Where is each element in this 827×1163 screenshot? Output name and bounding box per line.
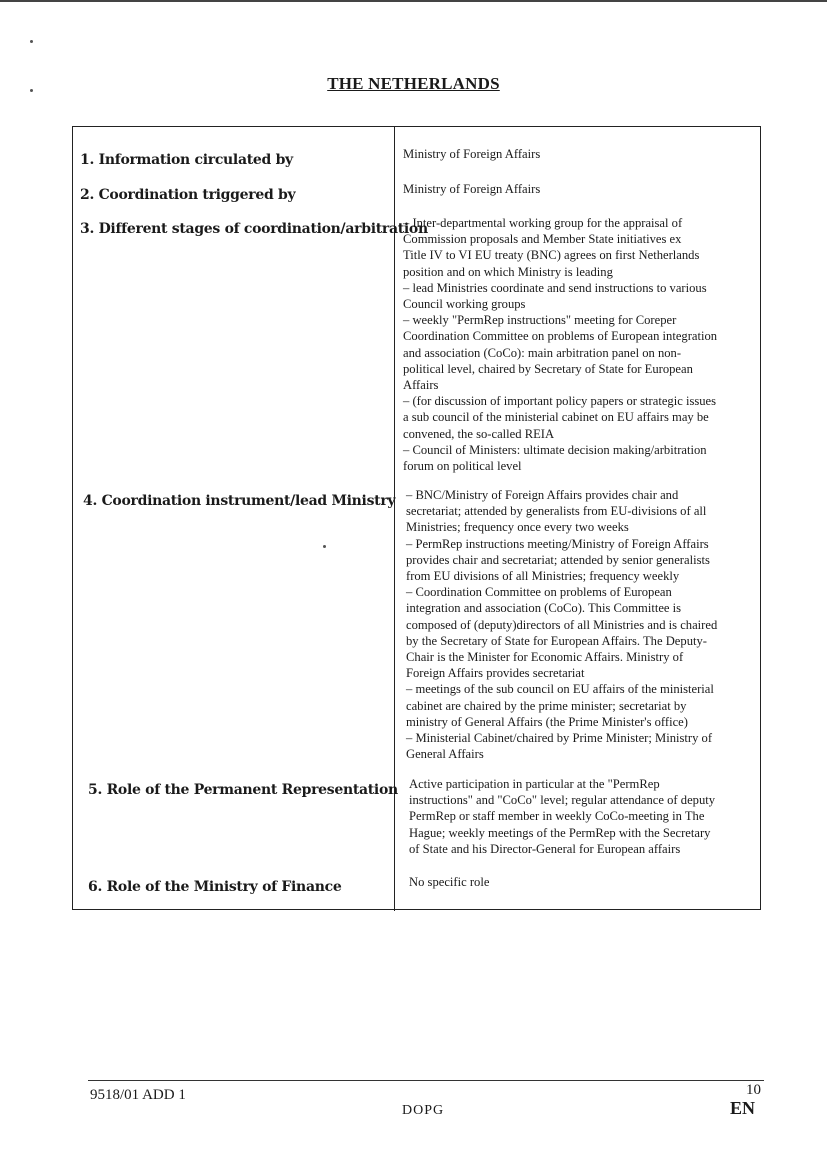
answer-line: and association (CoCo): main arbitration panel on non- xyxy=(403,345,682,360)
answer-permanent-representation xyxy=(409,776,759,857)
answer-line: political level, chaired by Secretary of State for European xyxy=(403,361,693,376)
answer-line: – Inter-departmental working group for the appraisal of xyxy=(403,216,683,230)
answer-line: provides chair and secretariat; attended by senior generalists xyxy=(406,552,710,567)
answer-line: – lead Ministries coordinate and send instructions to various xyxy=(403,280,707,295)
answer-line: Active participation in particular at the "PermRep xyxy=(409,777,660,791)
answer-line: of State and his Director-General for European affairs xyxy=(409,841,681,856)
answer-line: – Ministerial Cabinet/chaired by Prime Minister; Ministry of xyxy=(406,731,713,746)
page-title: THE NETHERLANDS xyxy=(327,74,500,93)
language-code: EN xyxy=(730,1098,756,1118)
answer-line: instructions" and "CoCo" level; regular attendance of deputy xyxy=(409,793,716,808)
question-permanent-representation: 5. Role of the Permanent Representation xyxy=(88,782,398,798)
answer-coordination-instrument xyxy=(406,487,756,762)
answer-line: – meetings of the sub council on EU affairs of the ministerial xyxy=(406,682,714,697)
question-coordination-instrument: 4. Coordination instrument/lead Ministry xyxy=(83,493,396,509)
answer-line: by the Secretary of State for European Affairs. The Deputy- xyxy=(406,633,707,648)
answer-line: Foreign Affairs provides secretariat xyxy=(406,666,585,681)
answer-coordination-stages xyxy=(403,215,753,474)
answer-line: cabinet are chaired by the prime minister; secretariat by xyxy=(406,698,687,713)
answer-line: – Coordination Committee on problems of European xyxy=(406,585,672,600)
answer-line: No specific role xyxy=(409,875,490,889)
answer-line: Ministry of Foreign Affairs xyxy=(403,182,541,196)
answer-line: – PermRep instructions meeting/Ministry of Foreign Affairs xyxy=(406,536,709,551)
answer-line: ministry of General Affairs (the Prime Minister's office) xyxy=(406,714,688,729)
answer-line: Chair is the Minister for Economic Affairs. Ministry of xyxy=(406,650,684,665)
answer-coordination-triggered xyxy=(403,181,753,197)
answer-line: Title IV to VI EU treaty (BNC) agrees on first Netherlands xyxy=(403,248,700,263)
answer-line: secretariat; attended by generalists from EU-divisions of all xyxy=(406,504,707,519)
answer-line: position and on which Ministry is leading xyxy=(403,264,613,279)
page-number: 10 xyxy=(746,1082,761,1098)
answer-line: Hague; weekly meetings of the PermRep with the Secretary xyxy=(409,825,711,840)
answer-line: General Affairs xyxy=(406,747,484,762)
answer-line: from EU divisions of all Ministries; frequency weekly xyxy=(406,569,680,584)
answer-line: Coordination Committee on problems of European integration xyxy=(403,329,718,344)
top-border-line xyxy=(0,0,827,2)
department-code: DOPG xyxy=(402,1103,445,1118)
footer-rule xyxy=(88,1080,764,1081)
question-information-circulated: 1. Information circulated by xyxy=(80,152,293,168)
scan-speck xyxy=(30,40,33,43)
answer-information-circulated xyxy=(403,146,753,162)
answer-line: Ministry of Foreign Affairs xyxy=(403,147,541,161)
answer-line: Commission proposals and Member State initiatives ex xyxy=(403,232,682,247)
answer-line: composed of (deputy)directors of all Ministries and is chaired xyxy=(406,617,718,632)
answer-line: Affairs xyxy=(403,378,439,393)
answer-line: convened, the so-called REIA xyxy=(403,426,555,441)
answer-line: Ministries; frequency once every two weeks xyxy=(406,520,629,535)
answer-line: – Council of Ministers: ultimate decision making/arbitration xyxy=(403,442,707,457)
answer-line: Council working groups xyxy=(403,297,526,312)
answer-line: – (for discussion of important policy papers or strategic issues xyxy=(403,394,717,409)
answer-line: forum on political level xyxy=(403,459,522,474)
answer-line: integration and association (CoCo). This Committee is xyxy=(406,601,682,616)
answer-line: – BNC/Ministry of Foreign Affairs provides chair and xyxy=(406,488,679,502)
question-ministry-of-finance: 6. Role of the Ministry of Finance xyxy=(88,879,342,895)
answer-ministry-of-finance xyxy=(409,874,759,890)
document-reference: 9518/01 ADD 1 xyxy=(90,1087,186,1103)
answer-line: PermRep or staff member in weekly CoCo-meeting in The xyxy=(409,809,705,824)
question-coordination-stages: 3. Different stages of coordination/arbitration xyxy=(80,221,428,237)
answer-line: – weekly "PermRep instructions" meeting for Coreper xyxy=(403,313,677,328)
question-coordination-triggered: 2. Coordination triggered by xyxy=(80,187,296,203)
answer-line: a sub council of the ministerial cabinet on EU affairs may be xyxy=(403,410,709,425)
